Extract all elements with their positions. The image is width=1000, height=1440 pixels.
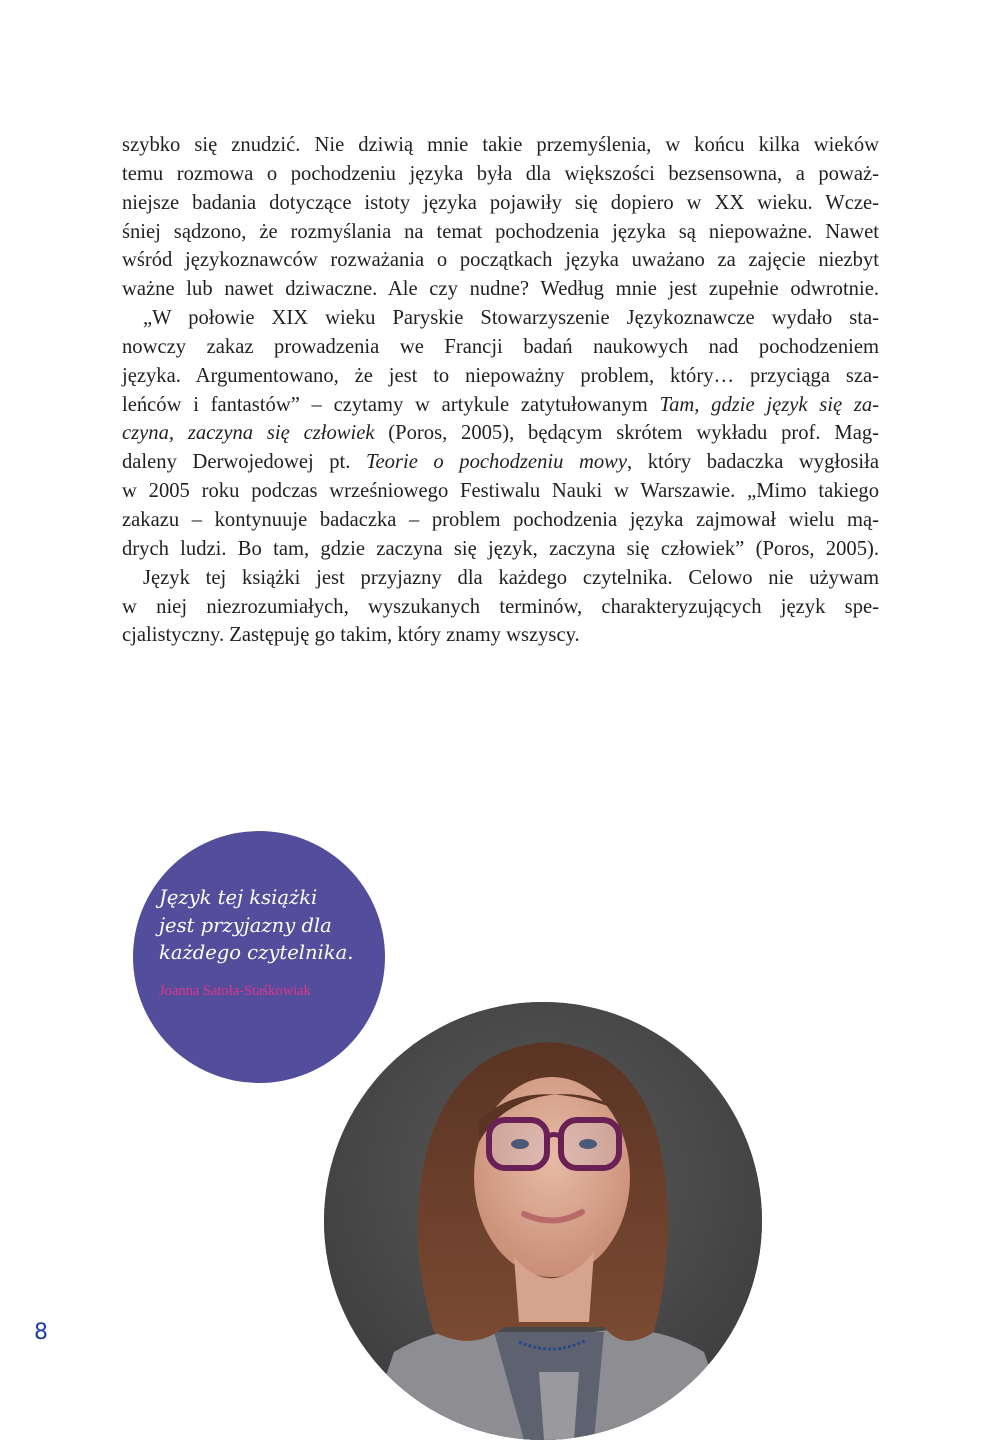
glasses-bridge [547, 1135, 561, 1138]
eye-left [511, 1139, 529, 1149]
page-number: 8 [34, 1320, 48, 1345]
pull-quote-line: jest przyjazny dla [159, 912, 379, 940]
author-portrait [324, 1002, 762, 1440]
text-line [122, 448, 879, 477]
text-line: cjalistyczny. Zastępuję go takim, który znamy wszyscy. [122, 621, 879, 650]
text-line: drych ludzi. Bo tam, gdzie zaczyna się język, zaczyna się człowiek” (Poros, 2005). [122, 535, 879, 564]
pull-quote-line: Język tej książki [159, 884, 379, 912]
text-line: ważne lub nawet dziwaczne. Ale czy nudne? Według mnie jest zupełnie odwrotnie. [122, 275, 879, 304]
text-line: w 2005 roku podczas wrześniowego Festiwalu Nauki w Warszawie. „Mimo takiego [122, 477, 879, 506]
text-line: zakazu – kontynuuje badaczka – problem pochodzenia języka zajmował wielu mą- [122, 506, 879, 535]
text-run: leńców i fantastów” – czytamy w artykule zatytułowanym [122, 394, 660, 416]
text-line: w niej niezrozumiałych, wyszukanych terminów, charakteryzujących język spe- [122, 593, 879, 622]
text-line: nowczy zakaz prowadzenia we Francji badań naukowych nad pochodzeniem [122, 333, 879, 362]
body-text [122, 131, 879, 650]
text-line: „W połowie XIX wieku Paryskie Stowarzyszenie Językoznawcze wydało sta- [122, 304, 879, 333]
text-line: Język tej książki jest przyjazny dla każdego czytelnika. Celowo nie używam [122, 564, 879, 593]
text-run: , który badaczka wygłosiła [627, 451, 879, 473]
pull-quote-text [159, 884, 379, 967]
pull-quote-author: Joanna Satoła-Staśkowiak [159, 983, 379, 1000]
text-line: niejsze badania dotyczące istoty języka pojawiły się dopiero w XX wieku. Wcze- [122, 189, 879, 218]
text-line: temu rozmowa o pochodzeniu języka była dla większości bezsensowna, a poważ- [122, 160, 879, 189]
pull-quote-line: każdego czytelnika. [159, 939, 379, 967]
text-line: języka. Argumentowano, że jest to niepoważny problem, który… przyciąga sza- [122, 362, 879, 391]
portrait-illustration [324, 1002, 762, 1440]
text-line [122, 419, 879, 448]
article-title: czyna, zaczyna się człowiek [122, 422, 374, 444]
text-line: szybko się znudzić. Nie dziwią mnie takie przemyślenia, w końcu kilka wieków [122, 131, 879, 160]
text-run: daleny Derwojedowej pt. [122, 451, 366, 473]
article-title: Tam, gdzie język się za- [660, 394, 879, 416]
top [539, 1372, 579, 1440]
text-line: wśród językoznawców rozważania o początkach języka uważano za zajęcie niezbyt [122, 246, 879, 275]
text-run: (Poros, 2005), będącym skrótem wykładu prof. Mag- [374, 422, 879, 444]
eye-right [579, 1139, 597, 1149]
text-line: śniej sądzono, że rozmyślania na temat pochodzenia języka są niepoważne. Nawet [122, 218, 879, 247]
text-line [122, 391, 879, 420]
lecture-title: Teorie o pochodzeniu mowy [366, 451, 627, 473]
